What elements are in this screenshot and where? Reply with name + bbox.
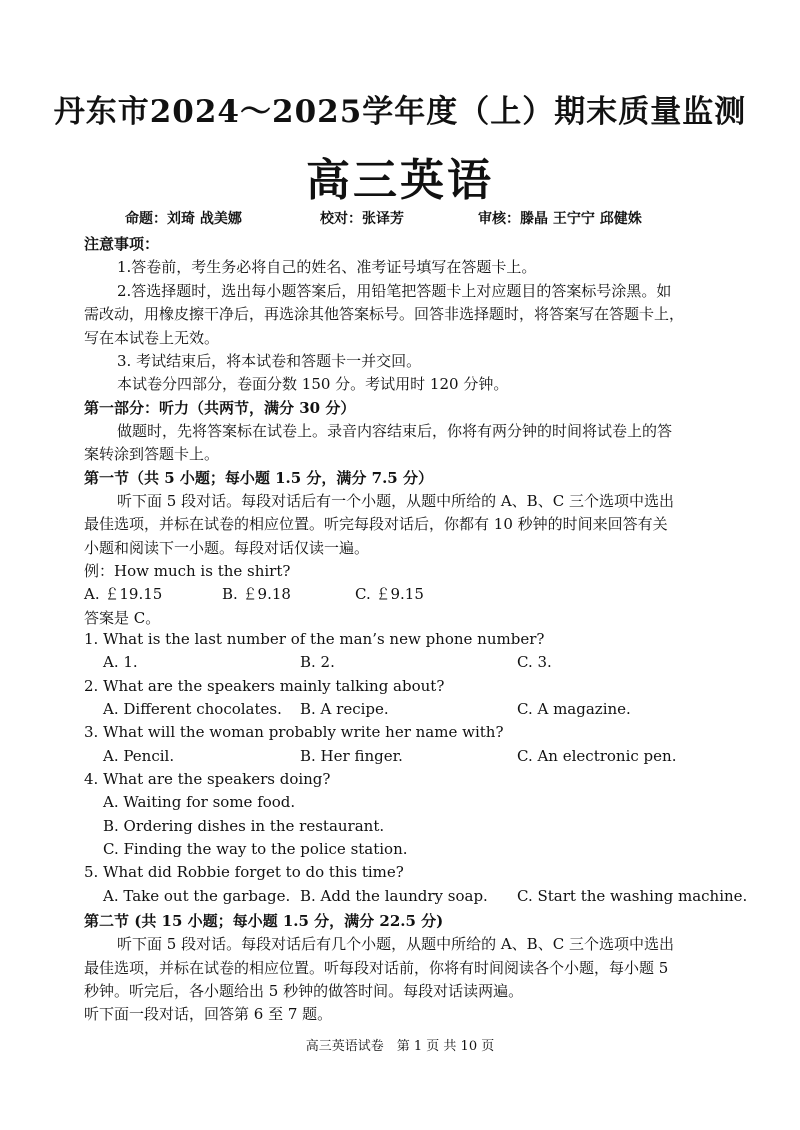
- exam-title: 丹东市2024～2025学年度（上）期末质量监测: [53, 94, 747, 130]
- q1-option-a: A. 1.: [103, 653, 138, 671]
- example-option-c: C. ￡9.15: [355, 585, 424, 603]
- note-line: 需改动，用橡皮擦干净后，再选涂其他答案标号。回答非选择题时，将答案写在答题卡上，: [84, 305, 685, 323]
- section2-heading: 第二节 (共 15 小题；每小题 1.5 分，满分 22.5 分): [84, 912, 444, 930]
- q5-option-a: A. Take out the garbage.: [103, 887, 291, 905]
- part1-heading: 第一部分：听力（共两节，满分 30 分）: [84, 399, 356, 417]
- note-line: 本试卷分四部分，卷面分数 150 分。考试用时 120 分钟。: [117, 375, 509, 393]
- section2-instruction-line: 最佳选项，并标在试卷的相应位置。听每段对话前，你将有时间阅读各个小题，每小题 5: [84, 959, 669, 977]
- question-5: 5. What did Robbie forget to do this time?: [84, 863, 404, 881]
- subject-title: 高三英语: [306, 155, 494, 206]
- note-line: 写在本试卷上无效。: [84, 329, 220, 347]
- note-line: 1.答卷前，考生务必将自己的姓名、准考证号填写在答题卡上。: [117, 258, 537, 276]
- example-option-b: B. ￡9.18: [222, 585, 291, 603]
- part1-instruction-line: 做题时，先将答案标在试卷上。录音内容结束后，你将有两分钟的时间将试卷上的答: [117, 422, 673, 440]
- section2-instruction-line: 秒钟。听完后，各小题给出 5 秒钟的做答时间。每段对话读两遍。: [84, 982, 524, 1000]
- example-option-a: A. ￡19.15: [84, 585, 163, 603]
- q1-option-c: C. 3.: [517, 653, 552, 671]
- example-answer: 答案是 C。: [84, 609, 161, 627]
- q3-option-b: B. Her finger.: [300, 747, 403, 765]
- example-question: 例：How much is the shirt?: [84, 562, 291, 580]
- q1-option-b: B. 2.: [300, 653, 335, 671]
- part1-instruction-line: 案转涂到答题卡上。: [84, 445, 220, 463]
- q3-option-a: A. Pencil.: [103, 747, 175, 765]
- q2-option-c: C. A magazine.: [517, 700, 631, 718]
- q5-option-c: C. Start the washing machine.: [517, 887, 748, 905]
- note-line: 2.答选择题时，选出每小题答案后，用铅笔把答题卡上对应题目的答案标号涂黑。如: [117, 282, 672, 300]
- proofreader-credit: 校对：张译芳: [320, 211, 404, 227]
- reviewer-credit: 审核：滕晶 王宁宁 邱健姝: [478, 211, 642, 227]
- q5-option-b: B. Add the laundry soap.: [300, 887, 488, 905]
- page-footer: 高三英语试卷 第 1 页 共 10 页: [305, 1039, 495, 1054]
- author-credit: 命题：刘琦 战美娜: [125, 211, 242, 227]
- section2-instruction-line: 听下面 5 段对话。每段对话后有几个小题，从题中所给的 A、B、C 三个选项中选出: [117, 935, 674, 953]
- q4-option-a: A. Waiting for some food.: [103, 793, 296, 811]
- section1-instruction-line: 最佳选项，并标在试卷的相应位置。听完每段对话后，你都有 10 秒钟的时间来回答有关: [84, 515, 668, 533]
- question-3: 3. What will the woman probably write her name with?: [84, 723, 504, 741]
- note-line: 3. 考试结束后，将本试卷和答题卡一并交回。: [117, 352, 422, 370]
- section1-instruction-line: 小题和阅读下一小题。每段对话仅读一遍。: [84, 539, 370, 557]
- q2-option-a: A. Different chocolates.: [103, 700, 282, 718]
- question-2: 2. What are the speakers mainly talking about?: [84, 677, 445, 695]
- question-1: 1. What is the last number of the man’s new phone number?: [84, 630, 545, 648]
- notes-heading: 注意事项：: [84, 235, 160, 253]
- q3-option-c: C. An electronic pen.: [517, 747, 677, 765]
- section2-lead: 听下面一段对话，回答第 6 至 7 题。: [84, 1005, 333, 1023]
- section1-heading: 第一节（共 5 小题；每小题 1.5 分，满分 7.5 分）: [84, 469, 433, 487]
- section1-instruction-line: 听下面 5 段对话。每段对话后有一个小题，从题中所给的 A、B、C 三个选项中选出: [117, 492, 674, 510]
- question-4: 4. What are the speakers doing?: [84, 770, 331, 788]
- q4-option-b: B. Ordering dishes in the restaurant.: [103, 817, 385, 835]
- q2-option-b: B. A recipe.: [300, 700, 389, 718]
- q4-option-c: C. Finding the way to the police station.: [103, 840, 408, 858]
